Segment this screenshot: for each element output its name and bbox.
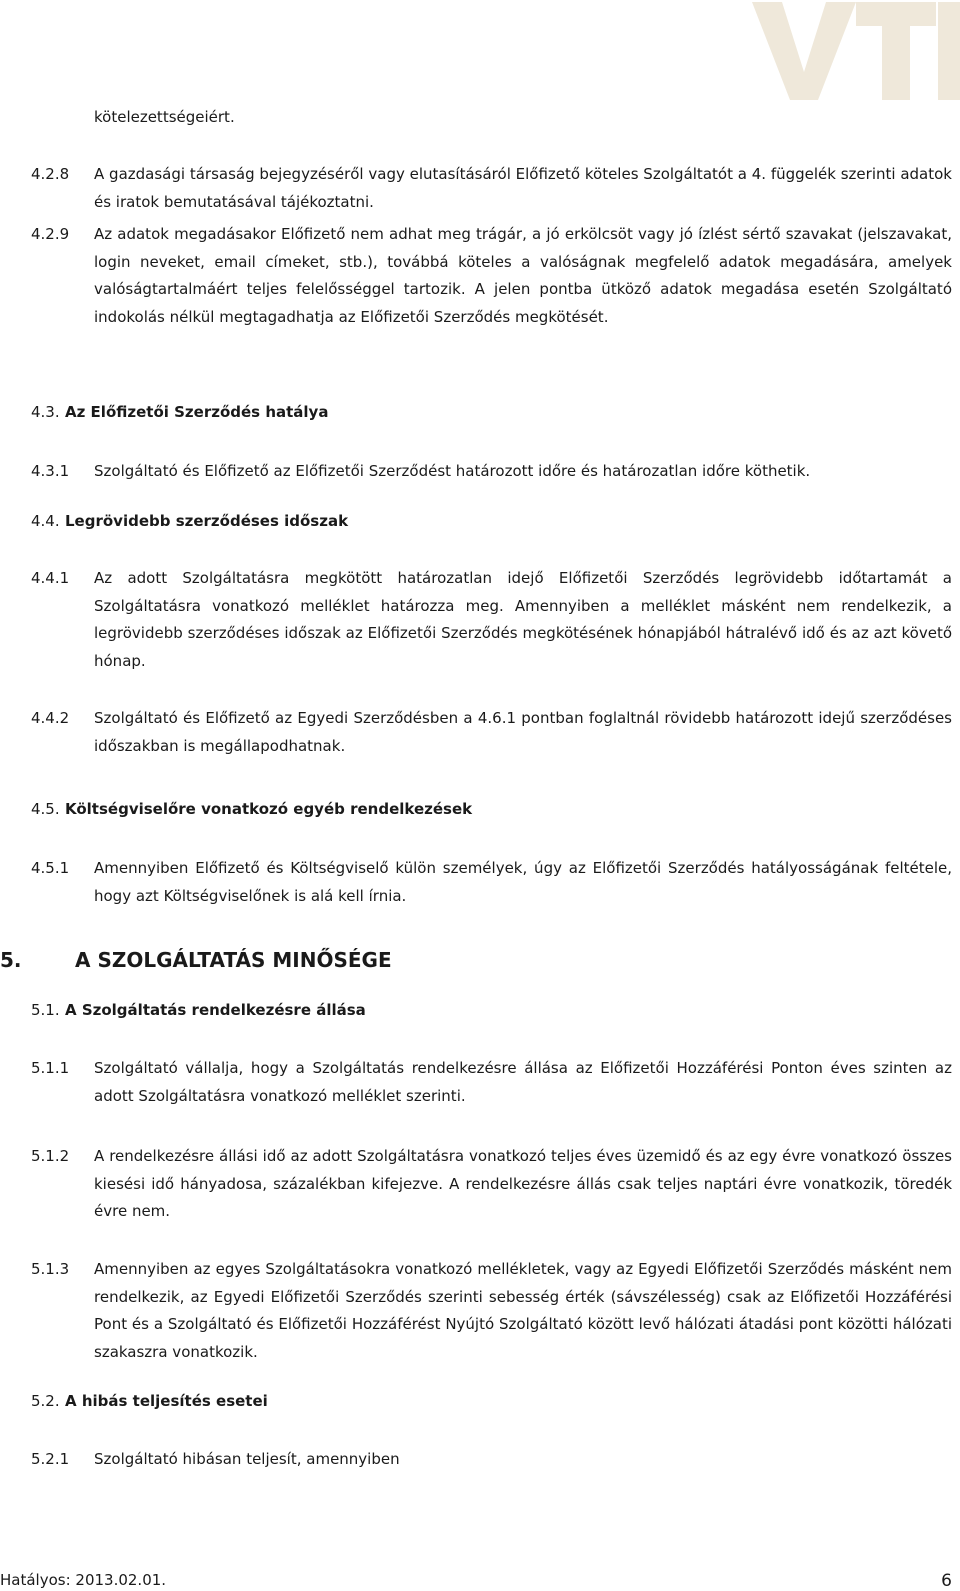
intro-text: kötelezettségeiért. [94,108,235,126]
paragraph-text: Az adatok megadásakor Előfizető nem adhat meg trágár, a jó erkölcsöt vagy jó ízlést sértő szavakat (jelszavakat, login neveket, email címeket, stb.), továbbá köteles a valóságnak megfelelő adatok megadására, amelyek valóságtartalmáért teljes felelősséggel tartozik. A jelen pontba ütköző adatok megadása esetén Szolgáltató indokolás nélkül megtagadhatja az Előfizetői Szerződés megkötését. [94,225,952,326]
paragraph-5-1-3 [31,1256,952,1366]
heading-number: 4.5. [31,800,60,818]
paragraph-text: Amennyiben az egyes Szolgáltatásokra vonatkozó mellékletek, vagy az Egyedi Előfizetői Szerződés másként nem rendelkezik, az Egyedi Előfizetői Szerződés szerinti sebesség érték (sávszélesség) csak az Előfizetői Hozzáférési Pont és a Szolgáltató és Előfizetői Hozzáférést Nyújtó Szolgáltató között levő hálózati átadási pont közötti hálózati szakaszra vonatkozik. [94,1260,952,1361]
section-text: A SZOLGÁLTATÁS MINŐSÉGE [75,948,392,972]
paragraph-number: 5.1.2 [31,1147,70,1165]
paragraph-5-2-1 [31,1446,952,1474]
paragraph-number: 4.2.9 [31,225,70,243]
heading-text: Költségviselőre vonatkozó egyéb rendelkezések [65,800,473,818]
heading-number: 5.1. [31,1001,60,1019]
heading-5-2 [31,1388,268,1415]
paragraph-number: 4.4.2 [31,709,70,727]
heading-text: Legrövidebb szerződéses időszak [65,512,349,530]
paragraph-4-4-2 [31,705,952,760]
paragraph-text: Szolgáltató és Előfizető az Egyedi Szerződésben a 4.6.1 pontban foglaltnál rövidebb határozott idejű szerződéses időszakban is megállapodhatnak. [94,709,952,755]
heading-text: A Szolgáltatás rendelkezésre állása [65,1001,366,1019]
heading-number: 4.3. [31,403,60,421]
paragraph-4-3-1 [31,458,952,486]
vtl-watermark-logo [660,0,960,100]
paragraph-text: A gazdasági társaság bejegyzéséről vagy elutasításáról Előfizető köteles Szolgáltatót a 4. függelék szerinti adatok és iratok bemutatásával tájékoztatni. [94,165,952,211]
paragraph-4-2-8 [31,161,952,216]
paragraph-number: 4.2.8 [31,165,70,183]
paragraph-number: 4.3.1 [31,462,70,480]
page-number: 6 [941,1571,952,1591]
paragraph-4-5-1 [31,855,952,910]
paragraph-number: 4.5.1 [31,859,70,877]
heading-4-3 [31,399,328,426]
paragraph-5-1-2 [31,1143,952,1226]
paragraph-text: Amennyiben Előfizető és Költségviselő külön személyek, úgy az Előfizetői Szerződés hatályosságának feltétele, hogy azt Költségviselőnek is alá kell írnia. [94,859,952,905]
heading-5-1 [31,997,366,1024]
paragraph-number: 5.2.1 [31,1450,70,1468]
heading-number: 5.2. [31,1392,60,1410]
paragraph-text: Az adott Szolgáltatásra megkötött határozatlan idejő Előfizetői Szerződés legrövidebb időtartamát a Szolgáltatásra vonatkozó melléklet határozza meg. Amennyiben a melléklet másként nem rendelkezik, a legrövidebb szerződéses időszak az Előfizetői Szerződés megkötésének hónapjából hátralévő idő és az azt követő hónap. [94,569,952,670]
section-5-title [0,945,392,975]
paragraph-4-2-9 [31,221,952,331]
heading-text: A hibás teljesítés esetei [65,1392,268,1410]
paragraph-number: 4.4.1 [31,569,70,587]
paragraph-text: A rendelkezésre állási idő az adott Szolgáltatásra vonatkozó teljes éves üzemidő és az egy évre vonatkozó összes kiesési idő hányadosa, százalékban kifejezve. A rendelkezésre állás csak teljes naptári évre vonatkozik, töredék évre nem. [94,1147,952,1221]
section-number: 5. [0,948,22,972]
paragraph-5-1-1 [31,1055,952,1110]
heading-text: Az Előfizetői Szerződés hatálya [65,403,329,421]
paragraph-text: Szolgáltató hibásan teljesít, amennyiben [94,1450,400,1468]
paragraph-text: Szolgáltató és Előfizető az Előfizetői Szerződést határozott időre és határozatlan időre köthetik. [94,462,811,480]
footer-effective-date: Hatályos: 2013.02.01. [0,1571,167,1589]
paragraph-4-4-1 [31,565,952,675]
heading-4-4 [31,508,348,535]
paragraph-number: 5.1.1 [31,1059,70,1077]
heading-number: 4.4. [31,512,60,530]
heading-4-5 [31,796,472,823]
paragraph-text: Szolgáltató vállalja, hogy a Szolgáltatás rendelkezésre állása az Előfizetői Hozzáférési Ponton éves szinten az adott Szolgáltatásra vonatkozó melléklet szerinti. [94,1059,952,1105]
paragraph-number: 5.1.3 [31,1260,70,1278]
